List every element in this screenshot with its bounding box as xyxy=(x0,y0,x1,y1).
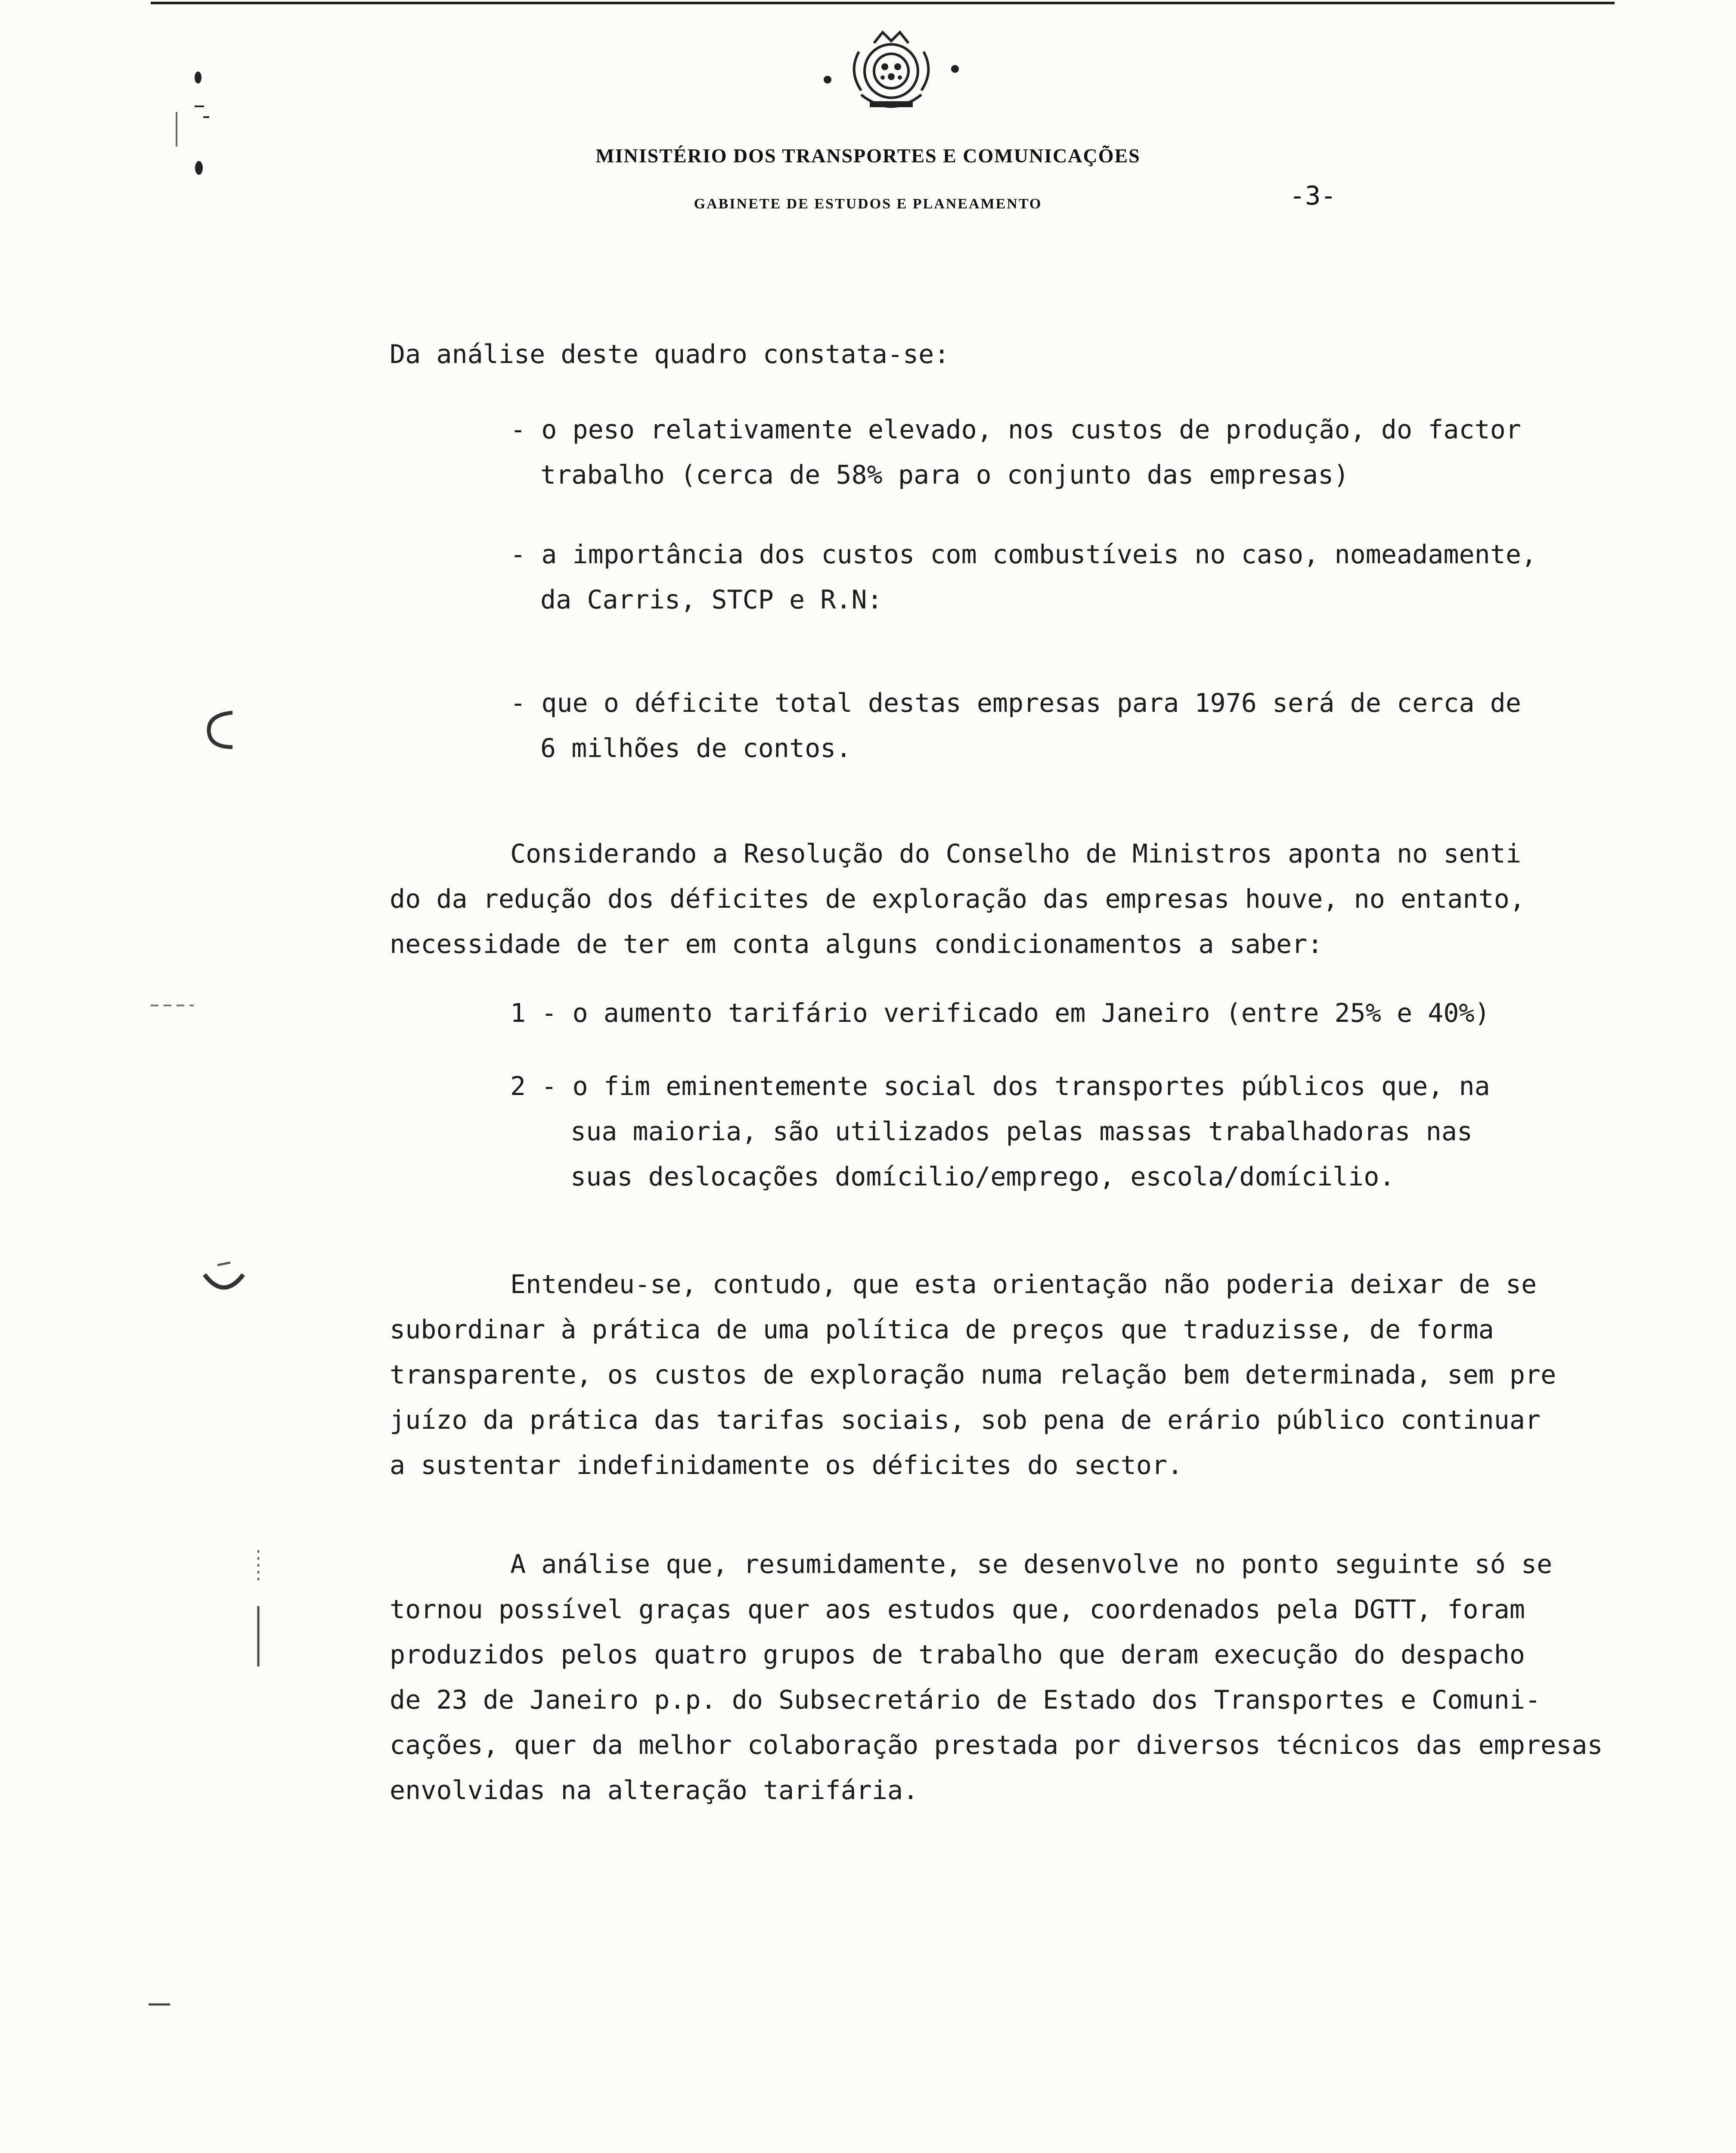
finding-3-line-1: - que o déficite total destas empresas para 1976 será de cerca de xyxy=(510,688,1521,718)
condition-2-line-3: suas deslocações domícilio/emprego, escola/domícilio. xyxy=(570,1162,1395,1192)
paragraph-1-line-1: Considerando a Resolução do Conselho de Ministros aponta no senti xyxy=(510,839,1521,869)
page-number: -3- xyxy=(1290,181,1336,211)
condition-2-line-2: sua maioria, são utilizados pelas massas trabalhadoras nas xyxy=(570,1117,1473,1147)
cabinet-heading: GABINETE DE ESTUDOS E PLANEAMENTO xyxy=(694,196,1042,212)
paragraph-2-line-5: a sustentar indefinidamente os déficites do sector. xyxy=(390,1450,1183,1480)
paragraph-3-line-5: cações, quer da melhor colaboração prestada por diversos técnicos das empresas xyxy=(390,1730,1603,1760)
condition-1-line-1: 1 - o aumento tarifário verificado em Janeiro (entre 25% e 40%) xyxy=(510,998,1490,1028)
paragraph-2-line-1: Entendeu-se, contudo, que esta orientação não poderia deixar de se xyxy=(510,1269,1537,1300)
finding-3-line-2: 6 milhões de contos. xyxy=(540,733,852,763)
paragraph-3-line-6: envolvidas na alteração tarifária. xyxy=(390,1775,919,1806)
paragraph-1-line-3: necessidade de ter em conta alguns condicionamentos a saber: xyxy=(390,929,1323,959)
paragraph-1-line-2: do da redução dos déficites de exploração das empresas houve, no entanto, xyxy=(390,884,1525,914)
top-rule xyxy=(151,2,1615,4)
margin-specks xyxy=(146,2000,172,2009)
ministry-heading: MINISTÉRIO DOS TRANSPORTES E COMUNICAÇÕES xyxy=(595,145,1141,167)
paragraph-2-line-4: juízo da prática das tarifas sociais, sob pena de erário público continuar xyxy=(390,1405,1541,1435)
paragraph-3-line-1: A análise que, resumidamente, se desenvolve no ponto seguinte só se xyxy=(510,1549,1553,1579)
paragraph-3-line-2: tornou possível graças quer aos estudos que, coordenados pela DGTT, foram xyxy=(390,1595,1525,1625)
punch-hole-icon xyxy=(202,706,241,754)
finding-2-line-1: - a importância dos custos com combustíveis no caso, nomeadamente, xyxy=(510,540,1537,570)
finding-2-line-2: da Carris, STCP e R.N: xyxy=(540,585,883,615)
punch-hole-icon xyxy=(200,1257,248,1305)
paragraph-3-line-3: produzidos pelos quatro grupos de trabalho que deram execução do despacho xyxy=(390,1640,1525,1670)
finding-1-line-2: trabalho (cerca de 58% para o conjunto das empresas) xyxy=(540,460,1349,490)
margin-specks xyxy=(172,65,224,202)
paragraph-3-line-4: de 23 de Janeiro p.p. do Subsecretário de Estado dos Transportes e Comuni- xyxy=(390,1685,1541,1715)
condition-2-line-1: 2 - o fim eminentemente social dos transportes públicos que, na xyxy=(510,1071,1490,1101)
coat-of-arms-icon xyxy=(818,26,964,125)
intro-line: Da análise deste quadro constata-se: xyxy=(390,339,950,369)
margin-specks xyxy=(254,1550,263,1671)
finding-1-line-1: - o peso relativamente elevado, nos custos de produção, do factor xyxy=(510,415,1521,445)
paragraph-2-line-3: transparente, os custos de exploração numa relação bem determinada, sem pre xyxy=(390,1360,1556,1390)
margin-specks xyxy=(146,999,198,1012)
paragraph-2-line-2: subordinar à prática de uma política de preços que traduzisse, de forma xyxy=(390,1315,1494,1345)
